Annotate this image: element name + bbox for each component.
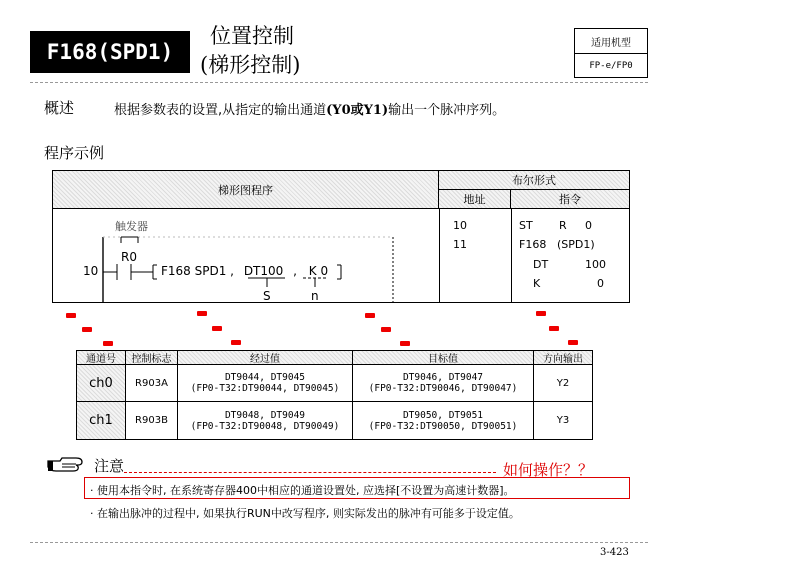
channel-cell: ch0 xyxy=(77,365,126,402)
label-n: n xyxy=(311,289,319,303)
red-mark xyxy=(66,313,76,318)
question-annotation: 如何操作？？ xyxy=(503,461,594,479)
ladder-header: 梯形图程序 xyxy=(53,171,439,209)
elapsed-line: (FP0-T32:DT90044, DT90045) xyxy=(190,383,340,394)
red-mark xyxy=(103,341,113,346)
red-mark xyxy=(568,340,578,345)
contact-label: R0 xyxy=(121,250,137,264)
channel-cell: ch1 xyxy=(77,402,126,439)
instruction-op: K xyxy=(533,277,541,290)
instruction-val: 0 xyxy=(585,219,592,232)
instruction-header: 指令 xyxy=(511,190,629,209)
ladder-table xyxy=(52,170,630,303)
instr-k: K 0 xyxy=(308,264,329,278)
label-s: S xyxy=(263,289,271,303)
col-header-flag: 控制标志 xyxy=(126,351,178,365)
instruction-arg: (SPD1) xyxy=(557,238,595,251)
instruction-code-box: F168(SPD1) xyxy=(30,31,190,73)
pointing-hand-icon xyxy=(46,455,84,473)
address-row: 11 xyxy=(453,238,467,251)
instruction-val: 100 xyxy=(585,258,606,271)
col-header-channel: 通道号 xyxy=(77,351,126,365)
instr-comma: , xyxy=(293,264,297,278)
overview-text-c: 输出一个脉冲序列。 xyxy=(388,103,506,118)
red-mark xyxy=(536,311,546,316)
ladder-diagram xyxy=(53,209,439,303)
function-instruction xyxy=(161,264,328,278)
notes-label: 注意 xyxy=(94,457,125,475)
red-mark xyxy=(212,326,222,331)
target-line: DT9050, DT9051 xyxy=(402,409,484,421)
instruction-op: F168 xyxy=(519,238,547,251)
header-divider xyxy=(30,82,648,83)
address-header: 地址 xyxy=(439,190,511,209)
trigger-label: 触发器 xyxy=(115,220,148,233)
target-cell xyxy=(353,402,534,439)
instr-f: F168 SPD1 , xyxy=(161,264,234,278)
model-label: 适用机型 xyxy=(575,29,647,54)
elapsed-line: (FP0-T32:DT90048, DT90049) xyxy=(190,420,340,432)
overview-text xyxy=(114,99,505,118)
elapsed-cell xyxy=(178,402,353,439)
target-line: (FP0-T32:DT90050, DT90051) xyxy=(368,420,518,432)
col-header-target: 目标值 xyxy=(353,351,534,365)
model-box xyxy=(574,28,648,78)
instruction-arg: R xyxy=(559,219,567,232)
page-subtitle: (梯形控制) xyxy=(200,53,301,77)
elapsed-cell xyxy=(178,365,353,402)
page-title: 位置控制 xyxy=(210,24,294,48)
question-underline xyxy=(124,472,496,473)
instruction-op: DT xyxy=(533,258,549,271)
note-2: · 在输出脉冲的过程中, 如果执行RUN中改写程序, 则实际发出的脉冲有可能多于设定值。 xyxy=(90,507,520,520)
overview-text-b: (Y0或Y1) xyxy=(326,103,389,118)
direction-cell: Y3 xyxy=(556,415,570,426)
instr-dt: DT100 xyxy=(243,264,284,278)
target-line: DT9046, DT9047 xyxy=(402,372,484,383)
note-1: · 使用本指令时, 在系统寄存器400中相应的通道设置处, 应选择[不设置为高速计数器]。 xyxy=(90,484,515,497)
instruction-val: 0 xyxy=(597,277,604,290)
col-header-elapsed: 经过值 xyxy=(178,351,353,365)
target-line: (FP0-T32:DT90046, DT90047) xyxy=(368,383,518,394)
red-mark xyxy=(365,313,375,318)
page-number: 3-423 xyxy=(600,547,629,558)
flag-cell: R903A xyxy=(126,365,178,402)
instruction-op: ST xyxy=(519,219,533,232)
channel-table xyxy=(76,350,593,440)
target-cell xyxy=(353,365,534,402)
rung-address: 10 xyxy=(83,264,99,278)
flag-cell: R903B xyxy=(126,402,178,439)
program-example-label: 程序示例 xyxy=(44,144,105,162)
overview-label: 概述 xyxy=(44,99,75,117)
direction-cell: Y2 xyxy=(534,365,592,402)
red-mark xyxy=(400,341,410,346)
elapsed-line: DT9048, DT9049 xyxy=(224,409,306,421)
boolean-header: 布尔形式 xyxy=(439,171,629,190)
red-mark xyxy=(82,327,92,332)
model-value: FP-e/FP0 xyxy=(589,61,633,71)
red-mark xyxy=(231,340,241,345)
elapsed-line: DT9044, DT9045 xyxy=(224,372,306,383)
address-row: 10 xyxy=(453,219,467,232)
footer-divider xyxy=(30,542,648,543)
col-divider xyxy=(439,209,440,303)
col-header-direction: 方向输出 xyxy=(534,351,592,365)
col-divider xyxy=(511,209,512,303)
overview-text-a: 根据参数表的设置,从指定的输出通道 xyxy=(114,103,327,118)
red-mark xyxy=(381,327,391,332)
red-mark xyxy=(549,326,559,331)
red-mark xyxy=(197,311,207,316)
